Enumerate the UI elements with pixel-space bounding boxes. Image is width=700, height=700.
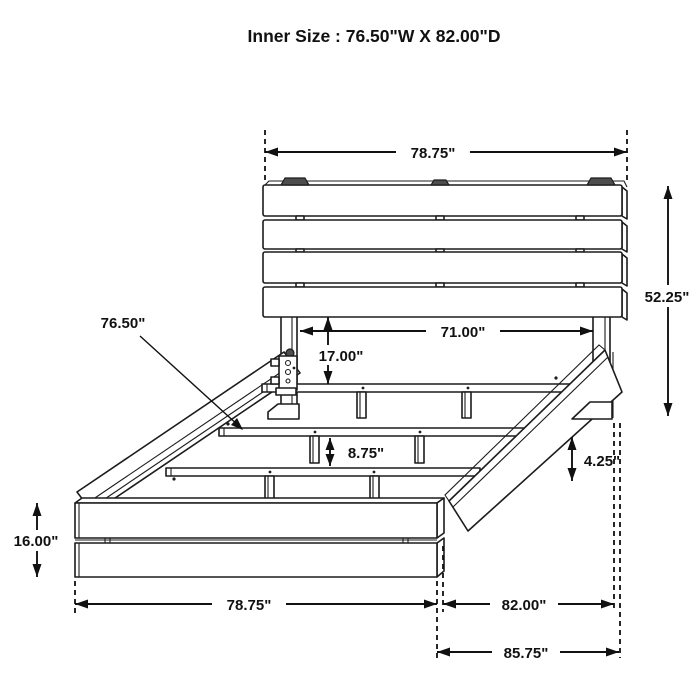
- dim-headboard-height-label: 52.25": [644, 289, 690, 306]
- mount-tab: [431, 180, 449, 185]
- dim-headboard-height: [638, 186, 698, 416]
- headboard-slat: [263, 252, 622, 283]
- mount-tab: [281, 178, 309, 185]
- dim-footboard-height: [7, 503, 67, 577]
- dim-inner-depth-label: 82.00": [501, 597, 547, 614]
- support-leg: [462, 392, 471, 418]
- slat-rail-3: [166, 468, 480, 502]
- headboard: [263, 178, 627, 320]
- support-leg: [357, 392, 366, 418]
- dim-rail-clearance-label: 4.25": [583, 453, 621, 470]
- headboard-slat: [263, 185, 622, 216]
- dim-inner-width-label: 71.00": [440, 324, 486, 341]
- dim-inner-width: [300, 320, 593, 341]
- dim-support-leg-height: [326, 438, 385, 466]
- dim-overall-depth: [437, 641, 619, 662]
- dim-support-leg-height-label: 8.75": [347, 445, 385, 462]
- dim-overall-depth-label: 85.75": [503, 645, 549, 662]
- footboard-slat: [75, 543, 437, 577]
- slat-rail-length-label: 76.50": [100, 315, 146, 332]
- dim-headboard-width: [265, 141, 627, 162]
- dim-inner-depth: [443, 593, 614, 614]
- dim-leg-clearance-label: 17.00": [318, 348, 364, 365]
- footboard: [75, 498, 444, 577]
- dim-rail-clearance: [568, 437, 621, 481]
- diagram-title: Inner Size : 76.50"W X 82.00"D: [247, 26, 501, 46]
- dim-leg-clearance: [306, 317, 374, 384]
- right-side-rail: [445, 345, 622, 531]
- mount-tab: [587, 178, 615, 185]
- dim-footboard-width: [75, 593, 437, 614]
- headboard-slat: [263, 220, 622, 249]
- footboard-slat: [75, 503, 437, 538]
- dim-headboard-width-label: 78.75": [410, 145, 456, 162]
- dim-footboard-width-label: 78.75": [226, 597, 272, 614]
- headboard-slat: [263, 287, 622, 317]
- dim-footboard-height-label: 16.00": [13, 533, 59, 550]
- leg-foot-left: [268, 404, 299, 419]
- support-leg: [310, 436, 319, 463]
- support-leg: [415, 436, 424, 463]
